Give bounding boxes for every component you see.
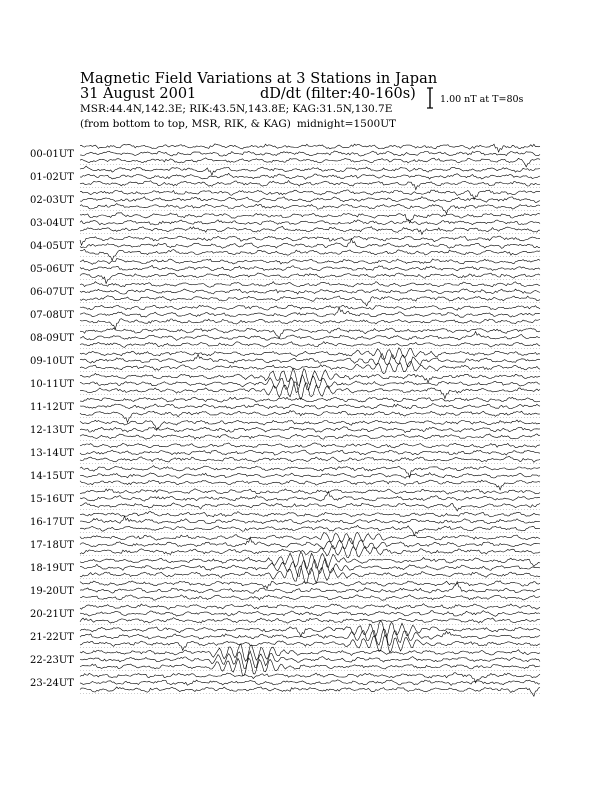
hour-row: [30, 282, 540, 306]
hour-row: [30, 397, 540, 422]
station-trace-msr: [80, 158, 540, 167]
station-trace-rik: [80, 353, 540, 366]
hour-row: [30, 466, 540, 490]
row-label: 06-07UT: [30, 287, 74, 298]
row-label: 02-03UT: [30, 195, 74, 206]
station-trace-kag: [80, 305, 540, 310]
station-trace-msr: [80, 434, 540, 439]
hour-row: [30, 144, 540, 167]
station-trace-rik: [80, 173, 540, 179]
hour-row: [30, 259, 540, 284]
row-label: 08-09UT: [30, 333, 74, 344]
hour-row: [30, 512, 540, 536]
row-label: 04-05UT: [30, 241, 74, 252]
hour-row: [30, 190, 540, 214]
row-label: 12-13UT: [30, 425, 74, 436]
station-trace-rik: [80, 629, 540, 646]
hour-row: [30, 621, 540, 653]
hour-row: [30, 368, 540, 399]
row-label: 00-01UT: [30, 149, 74, 160]
station-trace-kag: [80, 144, 540, 152]
station-trace-kag: [80, 397, 540, 402]
hour-row: [30, 604, 540, 625]
row-label: 15-16UT: [30, 494, 74, 505]
row-label: 17-18UT: [30, 540, 74, 551]
station-trace-rik: [80, 516, 540, 524]
station-trace-kag: [80, 443, 540, 448]
row-label: 11-12UT: [30, 402, 74, 413]
station-trace-kag: [80, 552, 540, 569]
station-trace-rik: [80, 680, 540, 686]
station-trace-kag: [80, 581, 540, 589]
row-label: 21-22UT: [30, 632, 74, 643]
row-label: 16-17UT: [30, 517, 74, 528]
station-trace-msr: [80, 658, 540, 675]
station-trace-msr: [80, 226, 540, 234]
station-trace-msr: [80, 456, 540, 462]
row-label: 18-19UT: [30, 563, 74, 574]
hour-row: [30, 236, 540, 260]
station-trace-rik: [80, 220, 540, 225]
station-trace-msr: [80, 687, 540, 696]
station-trace-rik: [80, 427, 540, 433]
row-label: 20-21UT: [30, 609, 74, 620]
station-trace-kag: [80, 512, 540, 517]
station-trace-kag: [80, 368, 540, 385]
station-trace-kag: [80, 166, 540, 175]
row-label: 09-10UT: [30, 356, 74, 367]
station-trace-msr: [80, 618, 540, 624]
station-trace-kag: [80, 532, 540, 544]
station-trace-msr: [80, 204, 540, 214]
station-trace-rik: [80, 611, 540, 617]
station-trace-msr: [80, 480, 540, 490]
chart-date: 31 August 2001: [80, 86, 197, 102]
hour-row: [30, 581, 540, 602]
chart-filter: dD/dt (filter:40-160s): [260, 86, 416, 102]
station-trace-kag: [80, 282, 540, 288]
station-trace-msr: [80, 546, 540, 558]
midnight-note: midnight=1500UT: [296, 118, 397, 130]
row-label: 01-02UT: [30, 172, 74, 183]
station-trace-msr: [80, 525, 540, 535]
hour-row: [30, 328, 540, 348]
station-trace-kag: [80, 259, 540, 265]
station-trace-rik: [80, 473, 540, 479]
station-coordinates: MSR:44.4N,142.3E; RIK:43.5N,143.8E; KAG:31.5N,130.7E: [80, 103, 393, 115]
row-label: 03-04UT: [30, 218, 74, 229]
station-trace-msr: [80, 273, 540, 284]
hour-row: [30, 552, 540, 583]
station-trace-rik: [80, 491, 540, 501]
station-trace-msr: [80, 249, 540, 260]
row-label: 07-08UT: [30, 310, 74, 321]
station-trace-kag: [80, 213, 540, 223]
station-trace-rik: [80, 307, 540, 317]
station-trace-rik: [80, 197, 540, 203]
hour-row: [30, 673, 540, 697]
hour-row: [30, 443, 540, 464]
chart-title: Magnetic Field Variations at 3 Stations in Japan: [80, 71, 438, 87]
hour-row: [30, 420, 540, 441]
row-label: 10-11UT: [30, 379, 74, 390]
row-label: 05-06UT: [30, 264, 74, 275]
station-trace-kag: [80, 348, 540, 360]
station-trace-msr: [80, 319, 540, 330]
hour-row: [30, 305, 540, 329]
station-trace-rik: [80, 289, 540, 294]
station-trace-msr: [80, 342, 540, 348]
row-label: 19-20UT: [30, 586, 74, 597]
station-trace-rik: [80, 151, 540, 156]
station-trace-rik: [80, 265, 540, 271]
station-trace-msr: [80, 595, 540, 601]
row-label: 13-14UT: [30, 448, 74, 459]
station-trace-msr: [80, 411, 540, 423]
station-trace-kag: [80, 604, 540, 610]
station-trace-rik: [80, 404, 540, 410]
row-label: 23-24UT: [30, 678, 74, 689]
station-trace-msr: [80, 181, 540, 190]
row-label: 14-15UT: [30, 471, 74, 482]
row-label: 22-23UT: [30, 655, 74, 666]
station-order: (from bottom to top, MSR, RIK, & KAG): [80, 118, 291, 130]
hour-row: [30, 166, 540, 190]
station-trace-rik: [80, 450, 540, 455]
hour-row: [30, 644, 540, 675]
hour-row: [30, 532, 540, 558]
scale-label: 1.00 nT at T=80s: [440, 94, 524, 105]
station-trace-msr: [80, 503, 540, 511]
station-trace-msr: [80, 296, 540, 306]
hour-row: [30, 213, 540, 235]
station-trace-kag: [80, 489, 540, 494]
hour-row: [30, 489, 540, 511]
station-trace-kag: [80, 190, 540, 200]
hour-row: [30, 348, 540, 374]
station-trace-rik: [80, 332, 540, 341]
